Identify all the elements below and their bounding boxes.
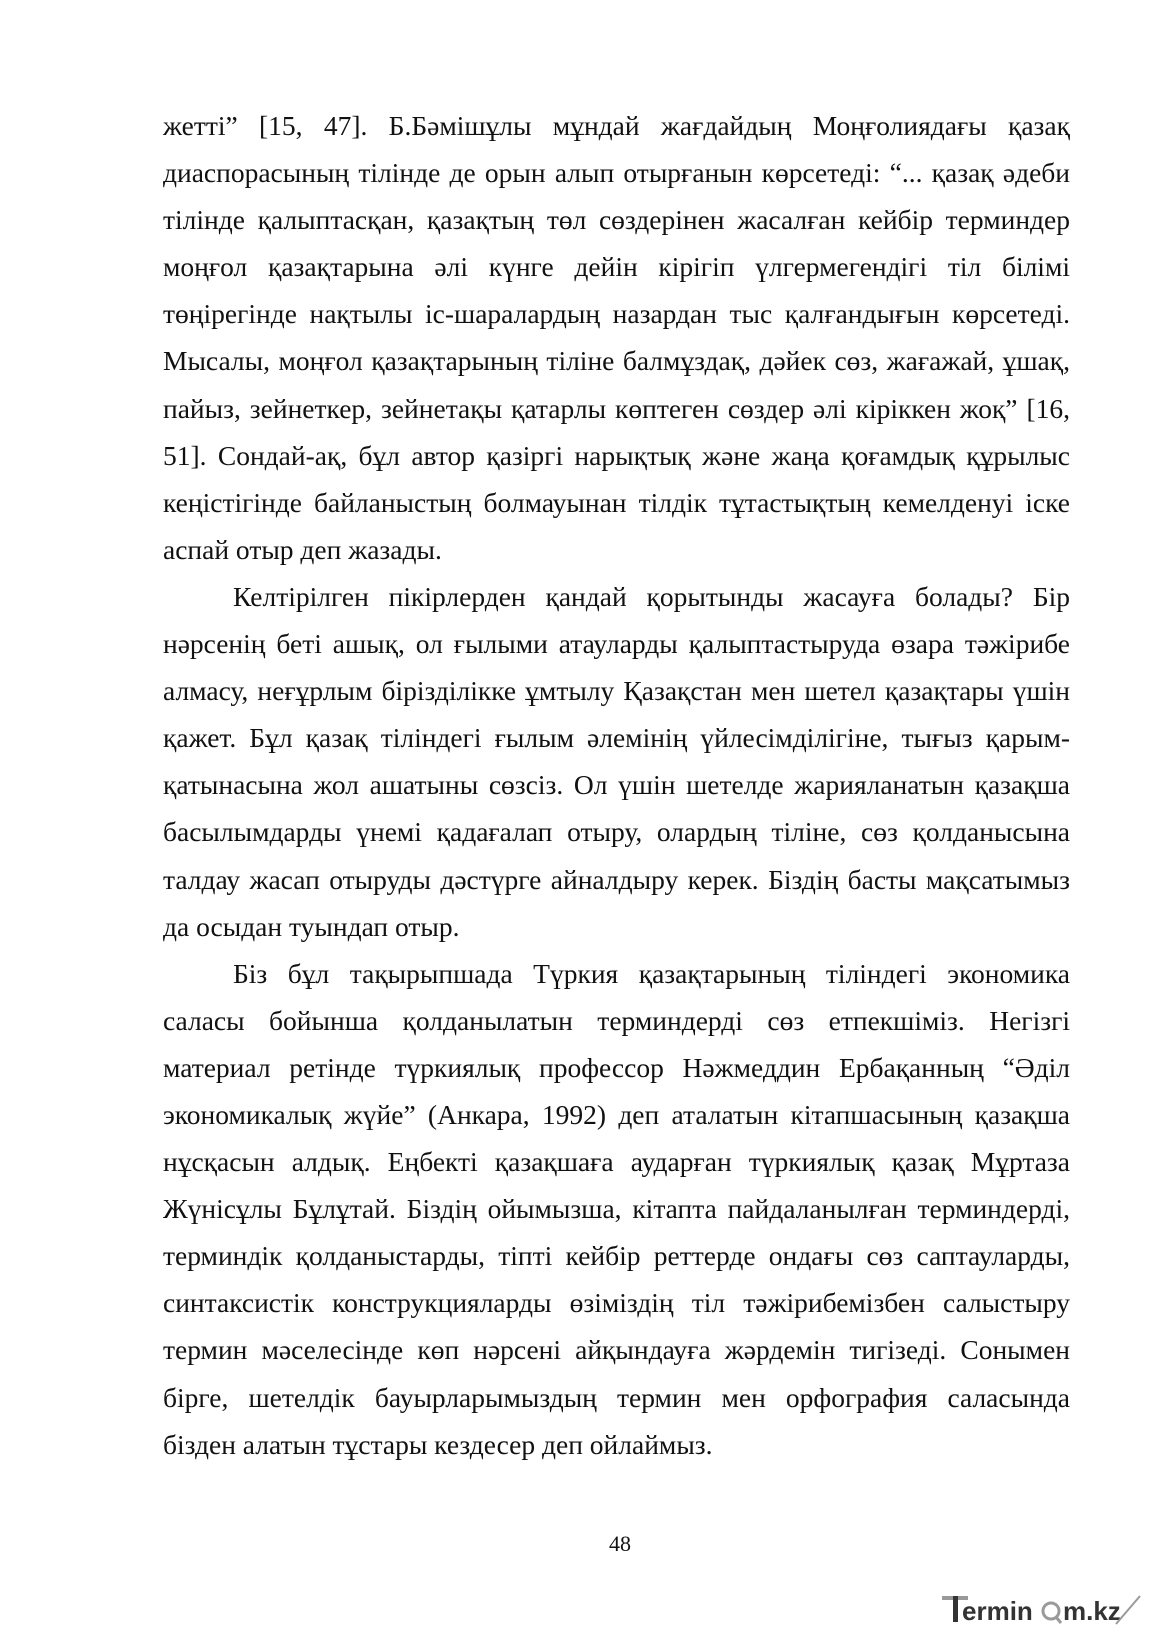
paragraph-1: жетті” [15, 47]. Б.Бәмішұлы мұндай жағдайдың Моңғолиядағы қазақ диаспорасының тілінде де орын алып отырғанын көрсетеді: “... қазақ әдеби тілінде қалыптасқан, қазақтың төл сөздерінен жасалған кейбір терминдер моңғол қазақтарына әлі күнге дейін кірігіп үлгермегендігі тіл білімі төңірегінде нақтылы іс-шаралардың назардан тыс қалғандығын көрсетеді. Мысалы, моңғол қазақтарының тіліне балмұздақ, дәйек сөз, жағажай, ұшақ, пайыз, зейнеткер, зейнетақы қатарлы көптеген сөздер әлі кіріккен жоқ” [16, 51]. Сондай-ақ, бұл автор қазіргі нарықтық және жаңа қоғамдық құрылыс кеңістігінде байланыстың болмауынан тілдік тұтастықтың кемелденуі іске аспай отыр деп жазады. <box>163 110 1070 565</box>
svg-text:m.kz: m.kz <box>1063 1596 1121 1626</box>
termincom-watermark-logo <box>940 1590 1150 1630</box>
paragraph-3: Біз бұл тақырыпшада Түркия қазақтарының тіліндегі экономика саласы бойынша қолданылатын терминдерді сөз етпекшіміз. Негізгі материал ретінде түркиялық профессор Нәжмеддин Ербақанның “Әділ экономикалық жүйе” (Анкара, 1992) деп аталатын кітапшасының қазақша нұсқасын алдық. Еңбекті қазақшаға аударған түркиялық қазақ Мұртаза Жүнісұлы Бұлұтай. Біздің ойымызша, кітапта пайдаланылған терминдерді, терминдік қолданыстарды, тіпті кейбір реттерде ондағы сөз саптауларды, синтаксистік конструкцияларды өзіміздің тіл тәжірибемізбен салыстыру термин мәселесінде көп нәрсені айқындауға жәрдемін тигізеді. Сонымен бірге, шетелдік бауырларымыздың термин мен орфография саласында бізден алатын тұстары кездесер деп ойлаймыз. <box>163 957 1070 1460</box>
watermark-logo-graphic <box>940 1590 1150 1630</box>
paragraph-2: Келтірілген пікірлерден қандай қорытынды жасауға болады? Бір нәрсенің беті ашық, ол ғылыми атауларды қалыптастыруда өзара тәжірибе алмасу, неғұрлым бірізділікке ұмтылу Қазақстан мен шетел қазақтары үшін қажет. Бұл қазақ тіліндегі ғылым әлемінің үйлесімділігіне, тығыз қарым-қатынасына жол ашатыны сөзсіз. Ол үшін шетелде жарияланатын қазақша басылымдарды үнемі қадағалап отыру, олардың тіліне, сөз қолданысына талдау жасап отыруды дәстүрге айналдыру керек. Біздің басты мақсатымыз да осыдан туындап отыр. <box>163 580 1070 942</box>
page-number: 48 <box>609 1531 631 1556</box>
svg-text:ermin: ermin <box>962 1596 1033 1626</box>
page-body <box>163 102 1070 1468</box>
